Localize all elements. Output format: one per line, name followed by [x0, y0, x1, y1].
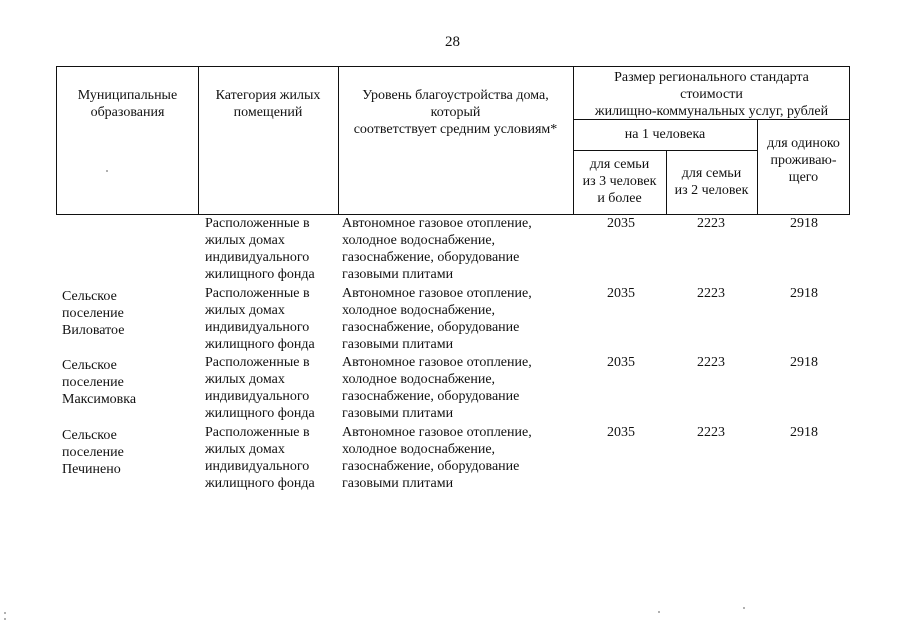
header-category: Категория жилых помещений: [215, 88, 321, 120]
row-divider: [573, 150, 757, 151]
row-family2-value: 2223: [697, 286, 725, 301]
row-family2-value: 2223: [697, 216, 725, 231]
header-level: Уровень благоустройства дома, который соответствует средним условиям*: [353, 88, 558, 137]
header-municipality: Муниципальные образования: [77, 88, 178, 120]
row-family3-value: 2035: [607, 425, 635, 440]
header-size-title: Размер регионального стандарта стоимости жилищно-коммунальных услуг, рублей: [594, 70, 829, 119]
scan-speck: [743, 607, 745, 609]
row-family2-value: 2223: [697, 355, 725, 370]
row-level: Автономное газовое отопление, холодное водоснабжение, газоснабжение, оборудование газовыми плитами: [342, 425, 532, 491]
scan-speck: [4, 618, 6, 620]
row-family3-value: 2035: [607, 216, 635, 231]
page-number: 28: [445, 34, 460, 50]
row-category: Расположенные в жилых домах индивидуального жилищного фонда: [205, 216, 315, 282]
table-row: [0, 354, 905, 424]
scan-speck: [106, 170, 108, 172]
header-family3: для семьи из 3 человек и более: [582, 157, 657, 206]
table-row: [0, 215, 905, 285]
row-family3-value: 2035: [607, 355, 635, 370]
scan-speck: [4, 612, 6, 614]
scan-speck: [658, 611, 660, 613]
row-municipality: Сельское поселение Максимовка: [62, 358, 137, 407]
row-family3-value: 2035: [607, 286, 635, 301]
row-single-value: 2918: [790, 355, 818, 370]
row-single-value: 2918: [790, 216, 818, 231]
row-level: Автономное газовое отопление, холодное водоснабжение, газоснабжение, оборудование газовыми плитами: [342, 286, 532, 352]
row-family2-value: 2223: [697, 425, 725, 440]
row-municipality: Сельское поселение Виловатое: [62, 289, 125, 338]
row-municipality: Сельское поселение Печинено: [62, 428, 124, 477]
row-level: Автономное газовое отопление, холодное водоснабжение, газоснабжение, оборудование газовыми плитами: [342, 355, 532, 421]
table-header: [56, 66, 850, 215]
header-family2: для семьи из 2 человек: [674, 166, 749, 198]
row-single-value: 2918: [790, 425, 818, 440]
row-category: Расположенные в жилых домах индивидуального жилищного фонда: [205, 355, 315, 421]
row-category: Расположенные в жилых домах индивидуального жилищного фонда: [205, 425, 315, 491]
row-single-value: 2918: [790, 286, 818, 301]
table-row: [0, 424, 905, 494]
header-single: для одиноко проживаю- щего: [767, 136, 840, 185]
header-per-person: на 1 человека: [624, 127, 706, 142]
row-level: Автономное газовое отопление, холодное водоснабжение, газоснабжение, оборудование газовыми плитами: [342, 216, 532, 282]
row-category: Расположенные в жилых домах индивидуального жилищного фонда: [205, 286, 315, 352]
table-row: [0, 285, 905, 355]
